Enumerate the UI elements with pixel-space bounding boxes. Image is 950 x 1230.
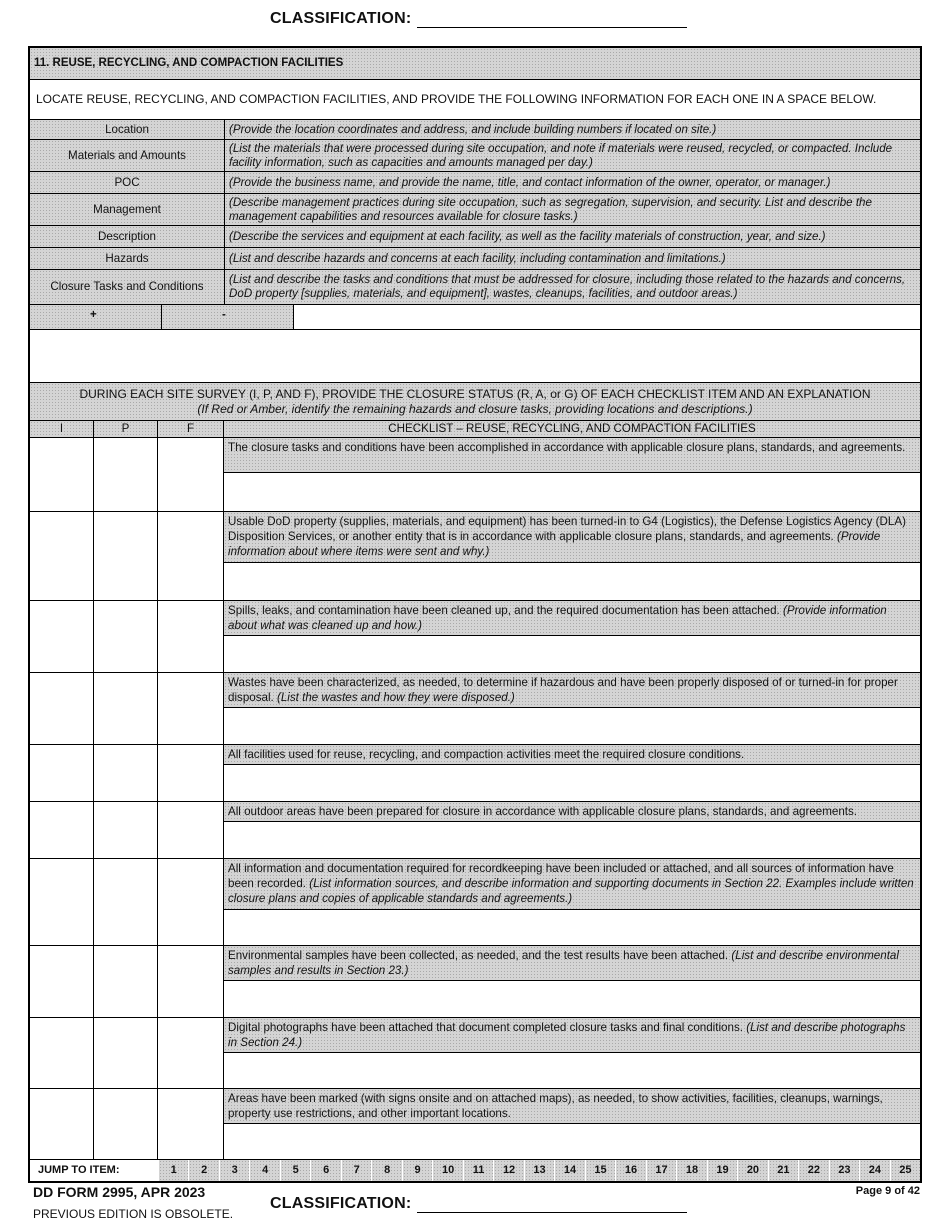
checklist-item	[30, 1089, 920, 1161]
status-i-cell[interactable]	[30, 859, 94, 945]
checklist-statement	[224, 946, 920, 981]
info-row-hazards	[30, 248, 920, 270]
jump-item-button[interactable]: 12	[493, 1160, 523, 1181]
explanation-field[interactable]	[224, 765, 920, 801]
jump-item-button[interactable]: 20	[737, 1160, 767, 1181]
checklist-note: (Provide information about what was cleaned up and how.)	[228, 604, 887, 632]
checklist-statement	[224, 1089, 920, 1124]
jump-item-button[interactable]: 23	[829, 1160, 859, 1181]
status-p-cell[interactable]	[94, 1089, 158, 1161]
info-row-management	[30, 194, 920, 226]
checklist-item	[30, 946, 920, 1018]
status-p-cell[interactable]	[94, 438, 158, 511]
section-instruction: LOCATE REUSE, RECYCLING, AND COMPACTION FACILITIES, AND PROVIDE THE FOLLOWING INFORMATION FOR EACH ONE IN A SPACE BELOW.	[30, 80, 920, 120]
jump-item-button[interactable]: 15	[585, 1160, 615, 1181]
jump-item-button[interactable]: 13	[524, 1160, 554, 1181]
checklist-item	[30, 438, 920, 512]
jump-item-button[interactable]: 21	[768, 1160, 798, 1181]
jump-item-button[interactable]: 10	[432, 1160, 462, 1181]
form-id: DD FORM 2995, APR 2023	[33, 1184, 206, 1200]
survey-instruction-text: DURING EACH SITE SURVEY (I, P, AND F), PROVIDE THE CLOSURE STATUS (R, A, or G) OF EACH CHECKLIST ITEM AND AN EXPLANATION	[79, 387, 871, 401]
status-f-cell[interactable]	[158, 859, 224, 945]
checklist-text: The closure tasks and conditions have been accomplished in accordance with applicable closure plans, standards, and agreements.	[228, 441, 906, 454]
explanation-field[interactable]	[224, 636, 920, 672]
status-f-cell[interactable]	[158, 802, 224, 858]
jump-item-button[interactable]: 7	[341, 1160, 371, 1181]
checklist-text: All facilities used for reuse, recycling, and compaction activities meet the required closure conditions.	[228, 748, 745, 761]
explanation-field[interactable]	[224, 563, 920, 600]
status-i-cell[interactable]	[30, 438, 94, 511]
jump-item-button[interactable]: 4	[249, 1160, 279, 1181]
info-row-closure-tasks	[30, 270, 920, 305]
checklist-statement	[224, 673, 920, 708]
info-text[interactable]: (Describe the services and equipment at each facility, as well as the facility materials of construction, year, and size.)	[225, 226, 920, 247]
checklist-note: (Provide information about where items were sent and why.)	[228, 530, 881, 558]
classification-top	[270, 10, 687, 28]
checklist-text: Spills, leaks, and contamination have been cleaned up, and the required documentation has been attached.	[228, 604, 780, 617]
jump-item-button[interactable]: 5	[280, 1160, 310, 1181]
status-f-cell[interactable]	[158, 1018, 224, 1088]
jump-item-button[interactable]: 8	[371, 1160, 401, 1181]
checklist-statement	[224, 802, 920, 822]
checklist-text: Environmental samples have been collected, as needed, and the test results have been attached.	[228, 949, 729, 962]
status-f-cell[interactable]	[158, 745, 224, 801]
checklist-statement	[224, 1018, 920, 1053]
jump-item-button[interactable]: 17	[646, 1160, 676, 1181]
explanation-field[interactable]	[224, 981, 920, 1017]
checklist-column-header	[30, 421, 920, 438]
jump-label: JUMP TO ITEM:	[30, 1160, 158, 1181]
jump-item-button[interactable]: 25	[890, 1160, 920, 1181]
jump-item-button[interactable]: 18	[676, 1160, 706, 1181]
jump-item-button[interactable]: 2	[188, 1160, 218, 1181]
status-f-cell[interactable]	[158, 673, 224, 744]
status-f-cell[interactable]	[158, 438, 224, 511]
classification-field[interactable]	[417, 13, 687, 28]
add-facility-button[interactable]: +	[30, 305, 162, 329]
jump-to-item-bar	[30, 1159, 920, 1181]
jump-item-button[interactable]: 9	[402, 1160, 432, 1181]
checklist-statement	[224, 745, 920, 765]
explanation-field[interactable]	[224, 910, 920, 945]
checklist-note: (List information sources, and describe information and supporting documents in Section 22. Examples include written closure plans and copies of applicable standards and agreements.)	[228, 877, 914, 905]
jump-item-button[interactable]: 14	[554, 1160, 584, 1181]
status-i-cell[interactable]	[30, 1018, 94, 1088]
explanation-field[interactable]	[224, 1124, 920, 1161]
survey-instruction-sub: (If Red or Amber, identify the remaining hazards and closure tasks, providing locations and descriptions.)	[197, 402, 753, 416]
status-i-cell[interactable]	[30, 1089, 94, 1161]
status-p-cell[interactable]	[94, 745, 158, 801]
explanation-field[interactable]	[224, 822, 920, 858]
checklist-note: (List the wastes and how they were disposed.)	[277, 691, 515, 704]
section-title: 11. REUSE, RECYCLING, AND COMPACTION FACILITIES	[30, 48, 920, 80]
checklist-text: Usable DoD property (supplies, materials, and equipment) has been turned-in to G4 (Logistics), the Defense Logistics Agency (DLA) Disposition Services, or another entity that is in accordance with applicable closure plans, standards, and agreements.	[228, 515, 906, 543]
checklist-item	[30, 745, 920, 802]
info-row-poc	[30, 172, 920, 194]
info-label: Location	[30, 120, 225, 139]
classification-field[interactable]	[417, 1198, 687, 1213]
checklist-note: (List and describe photographs in Section 24.)	[228, 1021, 906, 1049]
status-p-cell[interactable]	[94, 802, 158, 858]
info-row-location	[30, 120, 920, 140]
remove-facility-button[interactable]: -	[162, 305, 294, 329]
checklist-text: All information and documentation required for recordkeeping have been included or attached, and all sources of information have been recorded.	[228, 862, 894, 890]
status-f-cell[interactable]	[158, 601, 224, 672]
column-f: F	[158, 421, 224, 437]
checklist-note: (List and describe environmental samples and results in Section 23.)	[228, 949, 899, 977]
status-p-cell[interactable]	[94, 859, 158, 945]
checklist-item	[30, 802, 920, 859]
explanation-field[interactable]	[224, 708, 920, 744]
status-p-cell[interactable]	[94, 601, 158, 672]
status-i-cell[interactable]	[30, 946, 94, 1017]
checklist-item	[30, 601, 920, 673]
status-i-cell[interactable]	[30, 745, 94, 801]
section-11-form	[28, 46, 922, 1183]
jump-item-button[interactable]: 16	[615, 1160, 645, 1181]
status-i-cell[interactable]	[30, 802, 94, 858]
info-label: Description	[30, 226, 225, 247]
classification-bottom	[270, 1195, 687, 1213]
explanation-field[interactable]	[224, 473, 920, 511]
explanation-field[interactable]	[224, 1053, 920, 1088]
jump-item-button[interactable]: 19	[707, 1160, 737, 1181]
checklist-item	[30, 673, 920, 745]
info-label: Management	[30, 194, 225, 225]
info-label: POC	[30, 172, 225, 193]
info-text[interactable]: (List the materials that were processed during site occupation, and note if materials were reused, recycled, or compacted. Include facility information, such as capacities and amounts managed per day.)	[225, 140, 920, 171]
info-row-materials	[30, 140, 920, 172]
status-p-cell[interactable]	[94, 946, 158, 1017]
status-p-cell[interactable]	[94, 512, 158, 600]
checklist-item	[30, 1018, 920, 1089]
status-p-cell[interactable]	[94, 1018, 158, 1088]
checklist-item	[30, 859, 920, 946]
status-f-cell[interactable]	[158, 512, 224, 600]
info-text[interactable]: (Provide the business name, and provide the name, title, and contact information of the owner, operator, or manager.)	[225, 172, 920, 193]
status-i-cell[interactable]	[30, 673, 94, 744]
checklist-text: Areas have been marked (with signs onsite and on attached maps), as needed, to show activities, facilities, cleanups, warnings, property use restrictions, and other important locations.	[228, 1092, 883, 1120]
jump-item-button[interactable]: 22	[798, 1160, 828, 1181]
classification-label: CLASSIFICATION:	[270, 10, 412, 27]
info-text[interactable]: (List and describe hazards and concerns at each facility, including contamination and limitations.)	[225, 248, 920, 269]
column-checklist: CHECKLIST – REUSE, RECYCLING, AND COMPACTION FACILITIES	[388, 422, 756, 435]
add-remove-spacer	[294, 305, 920, 329]
status-i-cell[interactable]	[30, 512, 94, 600]
status-f-cell[interactable]	[158, 1089, 224, 1161]
checklist-statement	[224, 859, 920, 910]
page-number: Page 9 of 42	[855, 1185, 920, 1197]
info-row-description	[30, 226, 920, 248]
info-text[interactable]: (Provide the location coordinates and address, and include building numbers if located on site.)	[225, 120, 920, 139]
checklist-text: Digital photographs have been attached that document completed closure tasks and final conditions.	[228, 1021, 743, 1034]
checklist-statement	[224, 512, 920, 563]
info-label: Materials and Amounts	[30, 140, 225, 171]
info-text[interactable]: (List and describe the tasks and conditions that must be addressed for closure, including those related to the hazards and concerns, DoD property [supplies, materials, and equipment], wastes, cleanups, facilities, and outdoor areas.)	[225, 270, 920, 304]
status-f-cell[interactable]	[158, 946, 224, 1017]
checklist-statement	[224, 601, 920, 636]
jump-item-button[interactable]: 3	[219, 1160, 249, 1181]
add-remove-row	[30, 305, 920, 330]
jump-item-button[interactable]: 11	[463, 1160, 493, 1181]
survey-instruction	[30, 383, 920, 421]
checklist-statement	[224, 438, 920, 473]
status-i-cell[interactable]	[30, 601, 94, 672]
info-label: Hazards	[30, 248, 225, 269]
jump-item-button[interactable]: 6	[310, 1160, 340, 1181]
previous-edition-note: PREVIOUS EDITION IS OBSOLETE.	[33, 1207, 234, 1221]
column-p: P	[94, 421, 158, 437]
jump-item-button[interactable]: 1	[158, 1160, 188, 1181]
jump-items	[158, 1160, 920, 1181]
status-p-cell[interactable]	[94, 673, 158, 744]
checklist-text: Wastes have been characterized, as needed, to determine if hazardous and have been properly disposed of or turned-in for proper disposal.	[228, 676, 898, 704]
jump-item-button[interactable]: 24	[859, 1160, 889, 1181]
classification-label: CLASSIFICATION:	[270, 1195, 412, 1212]
info-label: Closure Tasks and Conditions	[30, 270, 225, 304]
info-text[interactable]: (Describe management practices during site occupation, such as segregation, supervision, and security. List and describe the management capabilities and resources available for closure tasks.)	[225, 194, 920, 225]
checklist-item	[30, 512, 920, 601]
checklist-text: All outdoor areas have been prepared for closure in accordance with applicable closure plans, standards, and agreements.	[228, 805, 858, 818]
blank-spacer	[30, 330, 920, 383]
column-i: I	[30, 421, 94, 437]
